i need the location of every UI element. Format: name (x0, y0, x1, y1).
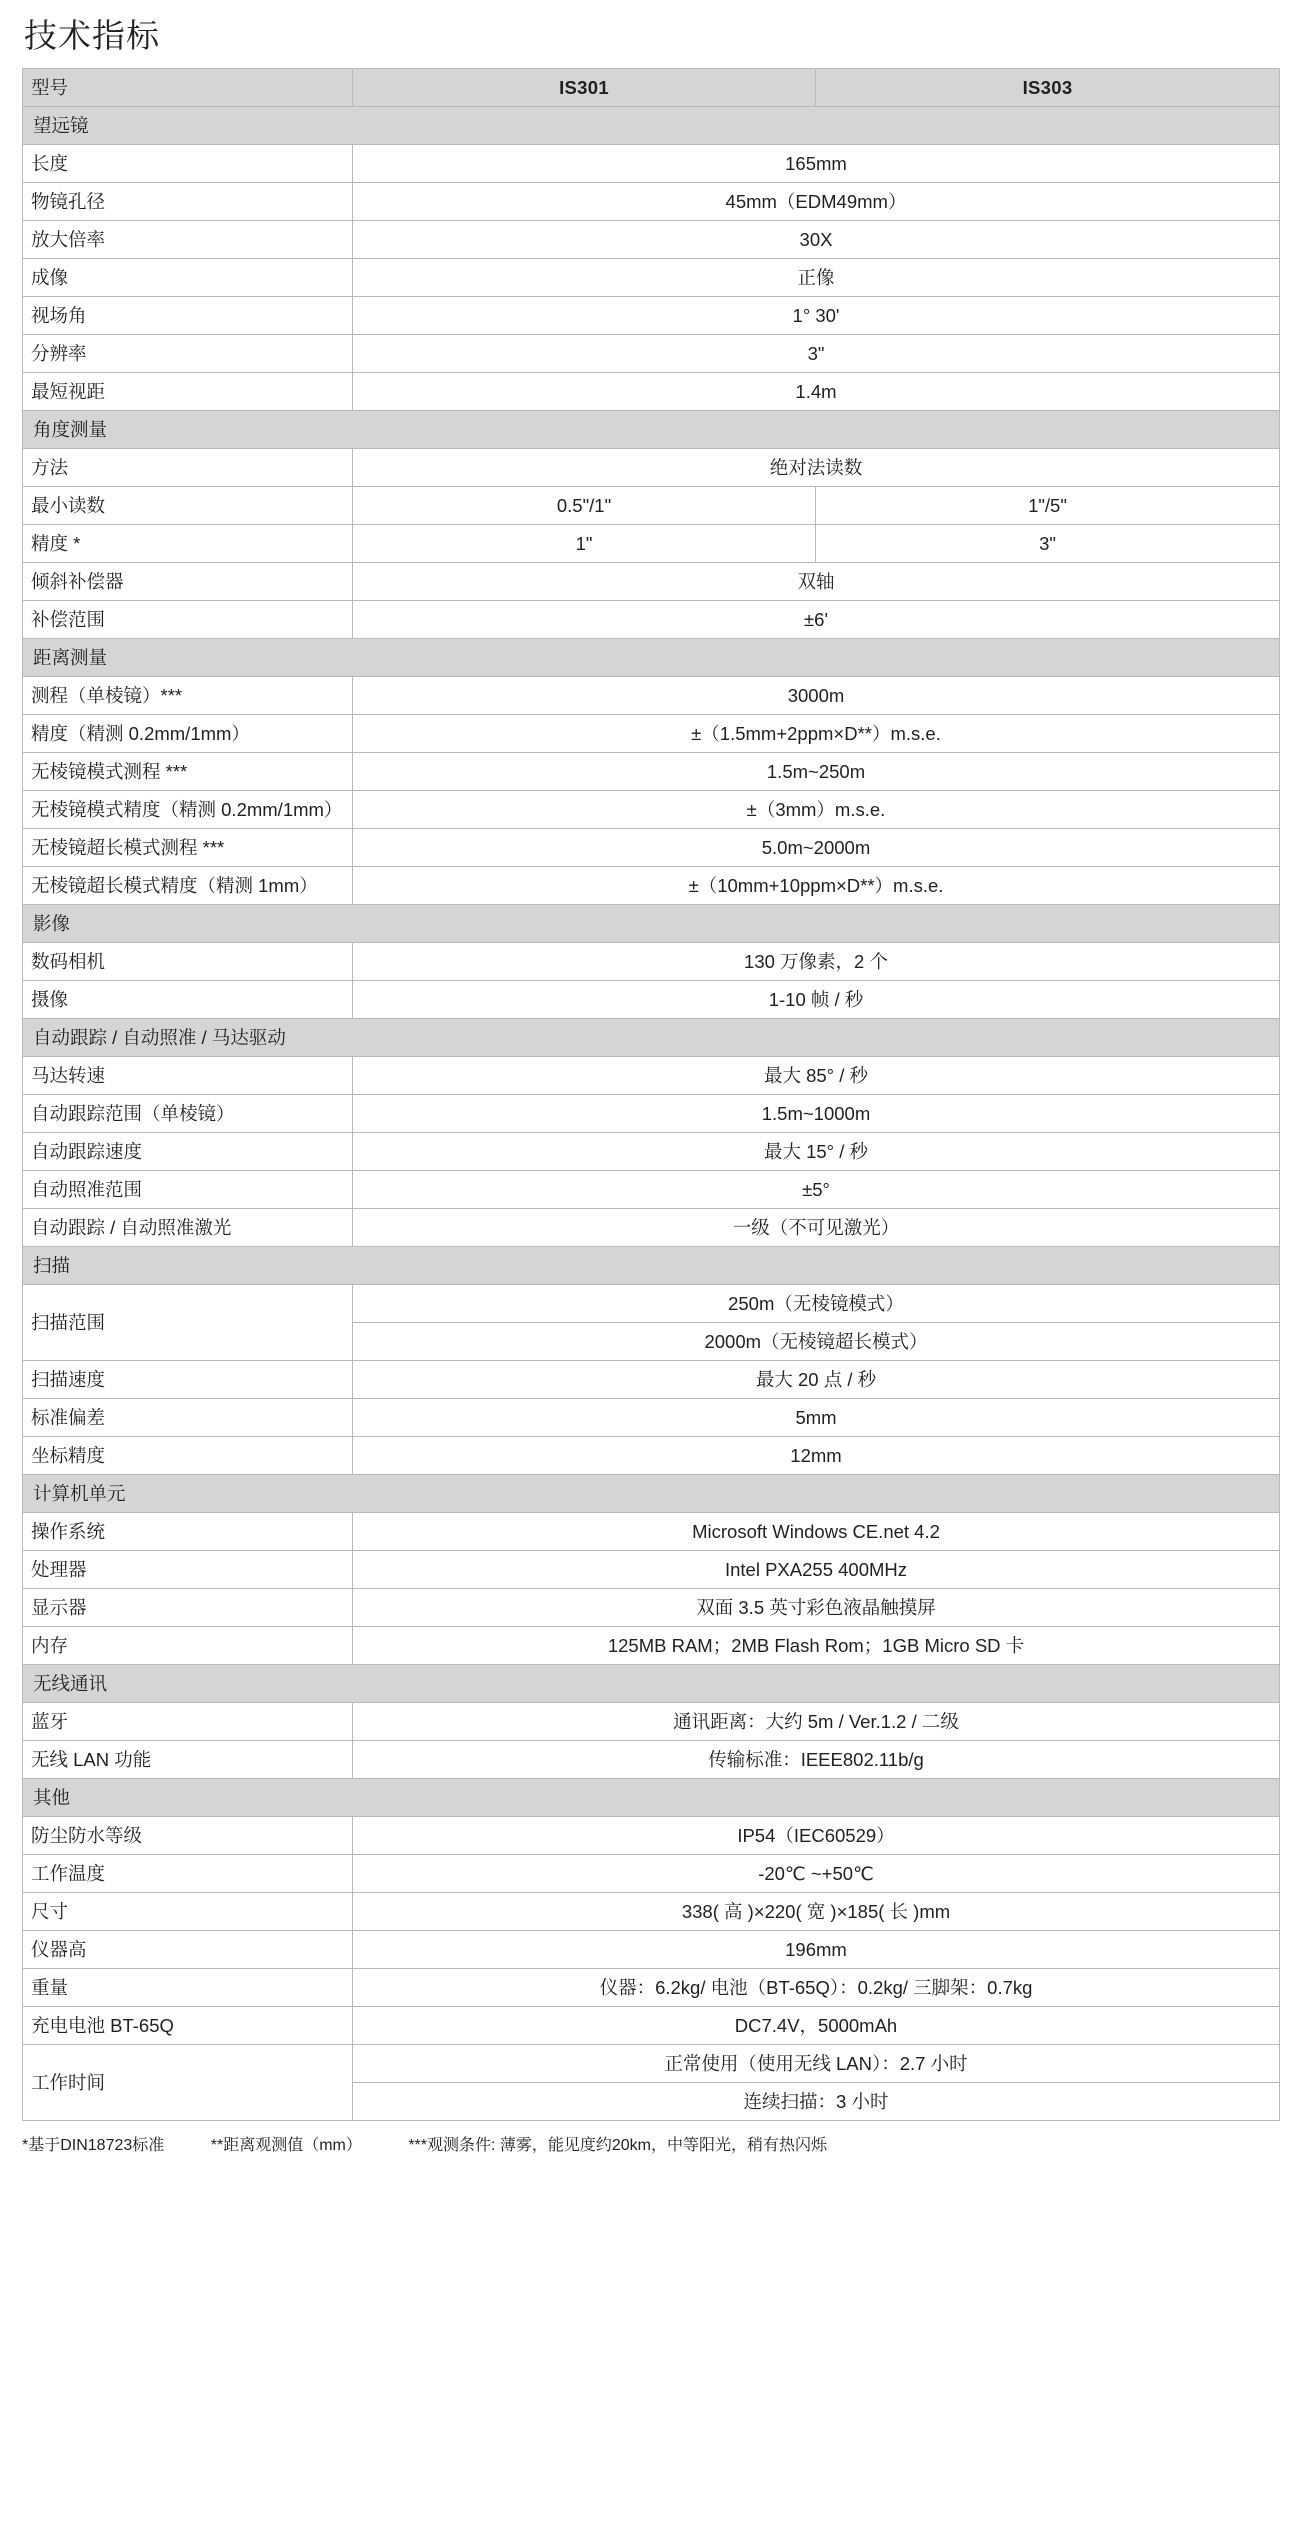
row-label: 重量 (23, 1969, 353, 2007)
row-label: 成像 (23, 259, 353, 297)
row-value: 130 万像素，2 个 (353, 943, 1280, 981)
row-value: 1.5m~250m (353, 753, 1280, 791)
row-value: 仪器：6.2kg/ 电池（BT-65Q）：0.2kg/ 三脚架：0.7kg (353, 1969, 1280, 2007)
header-model-is303: IS303 (816, 69, 1280, 107)
row-value: DC7.4V，5000mAh (353, 2007, 1280, 2045)
row-value: ±（3mm）m.s.e. (353, 791, 1280, 829)
section-header-row (23, 1779, 1280, 1817)
row-label: 测程（单棱镜）*** (23, 677, 353, 715)
table-row (23, 335, 1280, 373)
section-title: 距离测量 (23, 639, 1280, 677)
row-value: 最大 15° / 秒 (353, 1133, 1280, 1171)
row-value: 1.4m (353, 373, 1280, 411)
specifications-table (22, 68, 1280, 2121)
row-value-is301: 0.5"/1" (353, 487, 816, 525)
row-value: 正常使用（使用无线 LAN）：2.7 小时 (353, 2045, 1280, 2083)
row-label: 扫描速度 (23, 1361, 353, 1399)
row-label: 无线 LAN 功能 (23, 1741, 353, 1779)
row-value: ±（1.5mm+2ppm×D**）m.s.e. (353, 715, 1280, 753)
table-row (23, 487, 1280, 525)
row-value: 传输标准：IEEE802.11b/g (353, 1741, 1280, 1779)
row-value: 1-10 帧 / 秒 (353, 981, 1280, 1019)
row-label: 自动跟踪范围（单棱镜） (23, 1095, 353, 1133)
row-label: 倾斜补偿器 (23, 563, 353, 601)
section-header-row (23, 1247, 1280, 1285)
table-row (23, 183, 1280, 221)
section-header-row (23, 1475, 1280, 1513)
row-label: 补偿范围 (23, 601, 353, 639)
footnote-3: ***观测条件: 薄雾，能见度约20km，中等阳光，稍有热闪烁 (408, 2137, 828, 2155)
row-label: 无棱镜模式测程 *** (23, 753, 353, 791)
section-header-row (23, 905, 1280, 943)
row-value: Intel PXA255 400MHz (353, 1551, 1280, 1589)
row-value-secondary: 2000m（无棱镜超长模式） (353, 1323, 1280, 1361)
row-label: 摄像 (23, 981, 353, 1019)
table-row (23, 1627, 1280, 1665)
row-label: 显示器 (23, 1589, 353, 1627)
table-row (23, 1399, 1280, 1437)
row-label: 自动照准范围 (23, 1171, 353, 1209)
table-row (23, 1361, 1280, 1399)
table-row (23, 1133, 1280, 1171)
table-row (23, 1703, 1280, 1741)
row-label: 充电电池 BT-65Q (23, 2007, 353, 2045)
header-label-cell: 型号 (23, 69, 353, 107)
row-value: 30X (353, 221, 1280, 259)
table-row (23, 791, 1280, 829)
row-label: 标准偏差 (23, 1399, 353, 1437)
footnote-2: **距离观测值（mm） (210, 2137, 362, 2155)
row-value-is303: 1"/5" (816, 487, 1280, 525)
footnotes (22, 2134, 1279, 2158)
table-row (23, 297, 1280, 335)
row-value: 通讯距离：大约 5m / Ver.1.2 / 二级 (353, 1703, 1280, 1741)
table-row (23, 1209, 1280, 1247)
row-label: 数码相机 (23, 943, 353, 981)
section-title: 其他 (23, 1779, 1280, 1817)
row-label: 放大倍率 (23, 221, 353, 259)
table-row (23, 943, 1280, 981)
section-title: 无线通讯 (23, 1665, 1280, 1703)
row-label: 工作温度 (23, 1855, 353, 1893)
row-label: 扫描范围 (23, 1285, 353, 1361)
table-row (23, 1893, 1280, 1931)
row-value-is303: 3" (816, 525, 1280, 563)
section-header-row (23, 1019, 1280, 1057)
row-label: 自动跟踪 / 自动照准激光 (23, 1209, 353, 1247)
table-row (23, 1437, 1280, 1475)
row-value: 165mm (353, 145, 1280, 183)
row-value: Microsoft Windows CE.net 4.2 (353, 1513, 1280, 1551)
row-label: 坐标精度 (23, 1437, 353, 1475)
section-header-row (23, 1665, 1280, 1703)
row-value: 3" (353, 335, 1280, 373)
table-row (23, 677, 1280, 715)
table-row (23, 2045, 1280, 2083)
row-label: 处理器 (23, 1551, 353, 1589)
row-value: 1° 30' (353, 297, 1280, 335)
section-header-row (23, 411, 1280, 449)
table-row (23, 829, 1280, 867)
row-value: 双轴 (353, 563, 1280, 601)
row-label: 内存 (23, 1627, 353, 1665)
table-row (23, 1095, 1280, 1133)
table-row (23, 601, 1280, 639)
table-row (23, 1931, 1280, 1969)
row-value: 196mm (353, 1931, 1280, 1969)
table-row (23, 563, 1280, 601)
row-value: -20℃ ~+50℃ (353, 1855, 1280, 1893)
row-value-secondary: 连续扫描：3 小时 (353, 2083, 1280, 2121)
row-value: 250m（无棱镜模式） (353, 1285, 1280, 1323)
table-row (23, 1817, 1280, 1855)
table-row (23, 1171, 1280, 1209)
section-title: 自动跟踪 / 自动照准 / 马达驱动 (23, 1019, 1280, 1057)
table-header-row (23, 69, 1280, 107)
table-row (23, 753, 1280, 791)
row-value: IP54（IEC60529） (353, 1817, 1280, 1855)
row-label: 防尘防水等级 (23, 1817, 353, 1855)
row-label: 仪器高 (23, 1931, 353, 1969)
table-row (23, 867, 1280, 905)
row-label: 马达转速 (23, 1057, 353, 1095)
row-value: 12mm (353, 1437, 1280, 1475)
table-row (23, 1285, 1280, 1323)
section-title: 望远镜 (23, 107, 1280, 145)
row-value: 5mm (353, 1399, 1280, 1437)
table-row (23, 1589, 1280, 1627)
row-value-is301: 1" (353, 525, 816, 563)
row-label: 视场角 (23, 297, 353, 335)
table-row (23, 715, 1280, 753)
row-value: 最大 85° / 秒 (353, 1057, 1280, 1095)
section-title: 角度测量 (23, 411, 1280, 449)
row-value: 双面 3.5 英寸彩色液晶触摸屏 (353, 1589, 1280, 1627)
row-label: 工作时间 (23, 2045, 353, 2121)
row-value: 45mm（EDM49mm） (353, 183, 1280, 221)
row-label: 尺寸 (23, 1893, 353, 1931)
table-row (23, 1513, 1280, 1551)
row-label: 无棱镜超长模式测程 *** (23, 829, 353, 867)
table-row (23, 525, 1280, 563)
table-row (23, 373, 1280, 411)
table-row (23, 1969, 1280, 2007)
row-label: 物镜孔径 (23, 183, 353, 221)
table-row (23, 145, 1280, 183)
row-label: 精度 * (23, 525, 353, 563)
row-value: 最大 20 点 / 秒 (353, 1361, 1280, 1399)
table-row (23, 2007, 1280, 2045)
row-value: ±6' (353, 601, 1280, 639)
row-label: 精度（精测 0.2mm/1mm） (23, 715, 353, 753)
row-value: 3000m (353, 677, 1280, 715)
row-label: 无棱镜超长模式精度（精测 1mm） (23, 867, 353, 905)
row-label: 最小读数 (23, 487, 353, 525)
row-label: 最短视距 (23, 373, 353, 411)
section-header-row (23, 107, 1280, 145)
row-label: 自动跟踪速度 (23, 1133, 353, 1171)
row-label: 蓝牙 (23, 1703, 353, 1741)
table-row (23, 1855, 1280, 1893)
row-value: 338( 高 )×220( 宽 )×185( 长 )mm (353, 1893, 1280, 1931)
row-label: 长度 (23, 145, 353, 183)
row-value: 1.5m~1000m (353, 1095, 1280, 1133)
row-value: 正像 (353, 259, 1280, 297)
section-title: 计算机单元 (23, 1475, 1280, 1513)
table-row (23, 1057, 1280, 1095)
table-row (23, 259, 1280, 297)
row-label: 方法 (23, 449, 353, 487)
table-row (23, 221, 1280, 259)
row-value: 5.0m~2000m (353, 829, 1280, 867)
header-model-is301: IS301 (353, 69, 816, 107)
row-value: ±（10mm+10ppm×D**）m.s.e. (353, 867, 1280, 905)
table-row (23, 1551, 1280, 1589)
row-label: 分辨率 (23, 335, 353, 373)
row-label: 操作系统 (23, 1513, 353, 1551)
row-value: 125MB RAM；2MB Flash Rom；1GB Micro SD 卡 (353, 1627, 1280, 1665)
row-value: 一级（不可见激光） (353, 1209, 1280, 1247)
page-title: 技术指标 (24, 17, 160, 54)
section-title: 扫描 (23, 1247, 1280, 1285)
table-row (23, 1741, 1280, 1779)
section-title: 影像 (23, 905, 1280, 943)
table-row (23, 449, 1280, 487)
section-header-row (23, 639, 1280, 677)
row-label: 无棱镜模式精度（精测 0.2mm/1mm） (23, 791, 353, 829)
row-value: ±5° (353, 1171, 1280, 1209)
table-row (23, 981, 1280, 1019)
row-value: 绝对法读数 (353, 449, 1280, 487)
footnote-1: *基于DIN18723标准 (22, 2137, 165, 2155)
